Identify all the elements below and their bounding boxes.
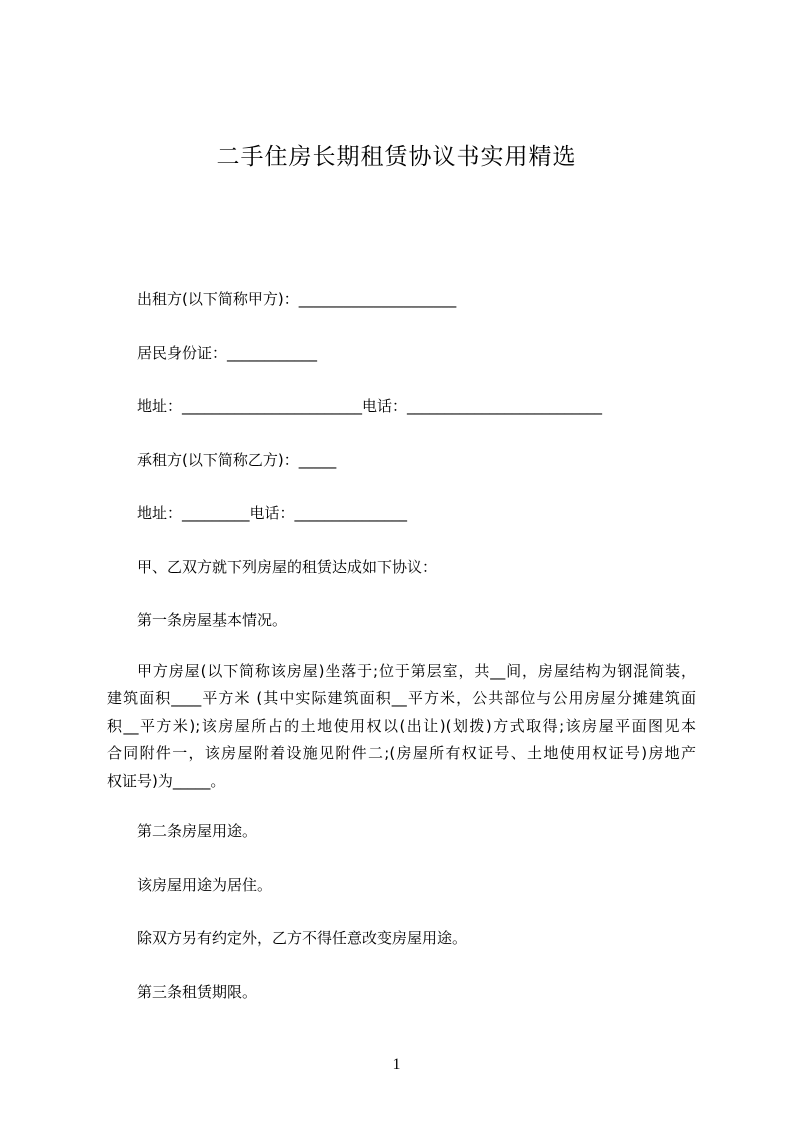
article1-line: 权证号)为_____。 <box>107 771 226 790</box>
page-number: 1 <box>392 1056 401 1073</box>
lessee-line: 承租方(以下简称乙方)：_____ <box>137 450 337 469</box>
agreement-intro: 甲、乙双方就下列房屋的租赁达成如下协议： <box>137 557 438 576</box>
article2-note: 除双方另有约定外，乙方不得任意改变房屋用途。 <box>137 929 468 947</box>
article1-line: 合同附件一，该房屋附着设施见附件二;(房屋所有权证号、土地使用权证号)房地产 <box>107 744 696 762</box>
lessor-line: 出租方(以下简称甲方)：_____________________ <box>137 290 457 308</box>
article1-line: 积__平方米);该房屋所占的土地使用权以(出让)(划拨)方式取得;该房屋平面图见本 <box>107 716 696 735</box>
article2-heading: 第二条房屋用途。 <box>137 822 258 840</box>
lessee-contact-line: 地址：_________电话：_______________ <box>137 504 408 522</box>
document-title: 二手住房长期租赁协议书实用精选 <box>216 144 577 170</box>
lessor-contact-line: 地址：________________________电话：__________________________ <box>137 397 603 415</box>
document-body <box>107 286 696 1032</box>
article2-text: 该房屋用途为居住。 <box>137 875 273 894</box>
article1-heading: 第一条房屋基本情况。 <box>137 611 288 629</box>
article1-line: 建筑面积____平方米 (其中实际建筑面积__平方米，公共部位与公用房屋分摊建筑面 <box>107 689 696 707</box>
article3-heading: 第三条租赁期限。 <box>137 982 258 1001</box>
lessor-id-line: 居民身份证：____________ <box>137 343 318 362</box>
article1-line: 甲方房屋(以下简称该房屋)坐落于;位于第层室，共__间，房屋结构为钢混简装， <box>137 661 696 680</box>
article1-paragraph <box>107 658 696 796</box>
